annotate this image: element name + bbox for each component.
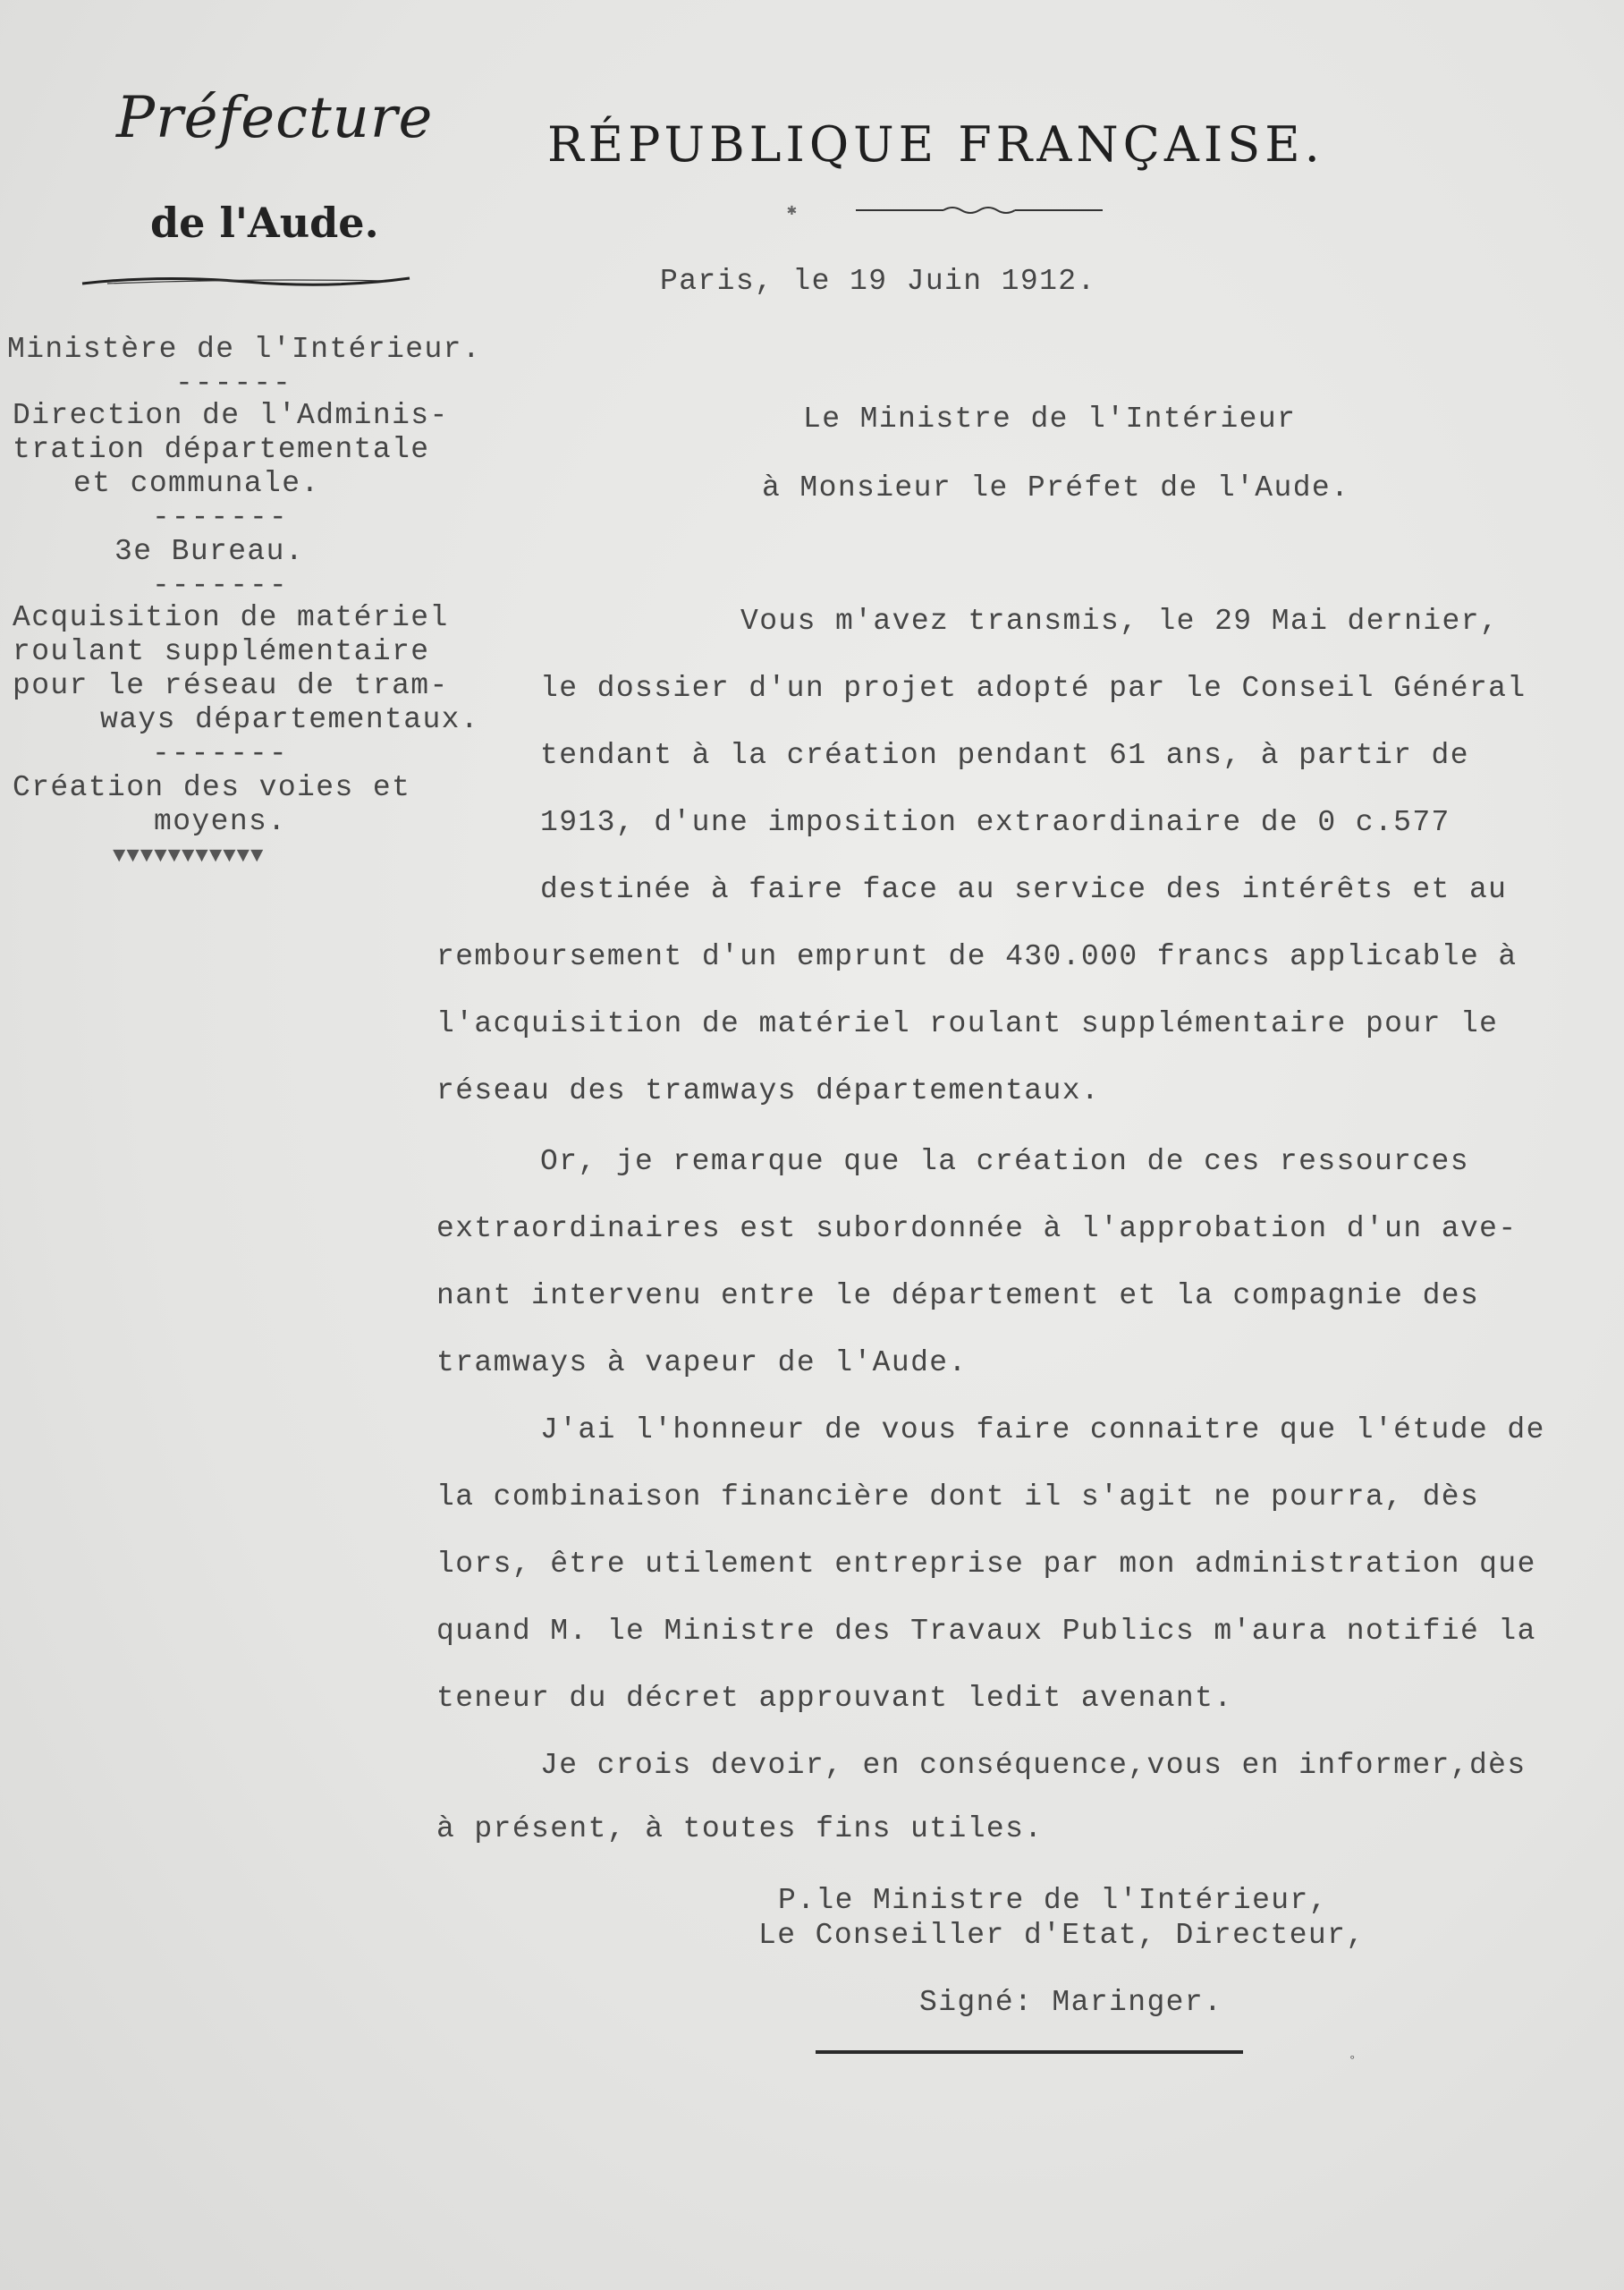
sidebar-direction-line2: tration départementale [13,433,430,466]
address-from: Le Ministre de l'Intérieur [803,403,1297,436]
prefecture-department: de l'Aude. [150,199,379,247]
sidebar-star-ornament: ▼▼▼▼▼▼▼▼▼▼▼ [113,844,265,869]
body-line: tendant à la création pendant 61 ans, à partir de [540,739,1469,772]
body-line: remboursement d'un emprunt de 430.000 francs applicable à [436,940,1518,973]
sidebar-direction-line1: Direction de l'Adminis- [13,399,449,432]
body-line: destinée à faire face au service des intérêts et au [540,873,1508,906]
sidebar-direction-line3: et communale. [73,467,320,500]
body-line: quand M. le Ministre des Travaux Publics m'aura notifié la [436,1615,1536,1648]
sidebar-subject-line4: ways départementaux. [100,703,480,736]
prefecture-heading: Préfecture [116,85,434,151]
sidebar-separator: ------- [152,569,289,602]
address-to: à Monsieur le Préfet de l'Aude. [762,471,1350,505]
sidebar-separator: ------ [175,367,292,400]
body-line: Or, je remarque que la création de ces ressources [540,1145,1469,1178]
republic-title: RÉPUBLIQUE FRANÇAISE. [547,116,1324,173]
sidebar-separator: ------- [152,737,289,770]
body-line: 1913, d'une imposition extraordinaire de 0 c.577 [540,806,1451,839]
body-line: l'acquisition de matériel roulant supplémentaire pour le [436,1007,1499,1040]
body-line: tramways à vapeur de l'Aude. [436,1346,968,1379]
sidebar-ministry: Ministère de l'Intérieur. [7,333,482,366]
signature-rule [816,2050,1243,2054]
sidebar-bureau: 3e Bureau. [114,535,305,568]
dateline: Paris, le 19 Juin 1912. [660,265,1096,298]
sidebar-subject-line3: pour le réseau de tram- [13,669,449,702]
signature-line2: Le Conseiller d'Etat, Directeur, [758,1919,1366,1952]
body-line: nant intervenu entre le département et la compagnie des [436,1279,1480,1312]
signature-line3: Signé: Maringer. [919,1986,1223,2019]
body-line: la combinaison financière dont il s'agit ne pourra, dès [436,1480,1480,1514]
sidebar-subject-line1: Acquisition de matériel [13,601,449,634]
sidebar-creation-line1: Création des voies et [13,771,411,804]
body-line: Je crois devoir, en conséquence,vous en informer,dès [540,1749,1527,1782]
sidebar-creation-line2: moyens. [154,805,287,838]
ink-dot-icon: ° [1349,2054,1357,2068]
sidebar-separator: ------- [152,501,289,534]
body-line: teneur du décret approuvant ledit avenant. [436,1682,1233,1715]
signature-line1: P.le Ministre de l'Intérieur, [778,1884,1328,1917]
body-line: J'ai l'honneur de vous faire connaitre que l'étude de [540,1413,1545,1446]
body-line: extraordinaires est subordonnée à l'approbation d'un ave- [436,1212,1518,1245]
ornament-dot-icon: ✱ [787,202,797,220]
body-line: réseau des tramways départementaux. [436,1074,1101,1107]
body-line: lors, être utilement entreprise par mon administration que [436,1548,1536,1581]
left-ornament-rule [80,273,411,291]
body-line: à présent, à toutes fins utiles. [436,1812,1044,1845]
body-line: Vous m'avez transmis, le 29 Mai dernier, [740,605,1500,638]
right-ornament-rule [854,204,1104,216]
sidebar-subject-line2: roulant supplémentaire [13,635,430,668]
body-line: le dossier d'un projet adopté par le Conseil Général [540,672,1527,705]
